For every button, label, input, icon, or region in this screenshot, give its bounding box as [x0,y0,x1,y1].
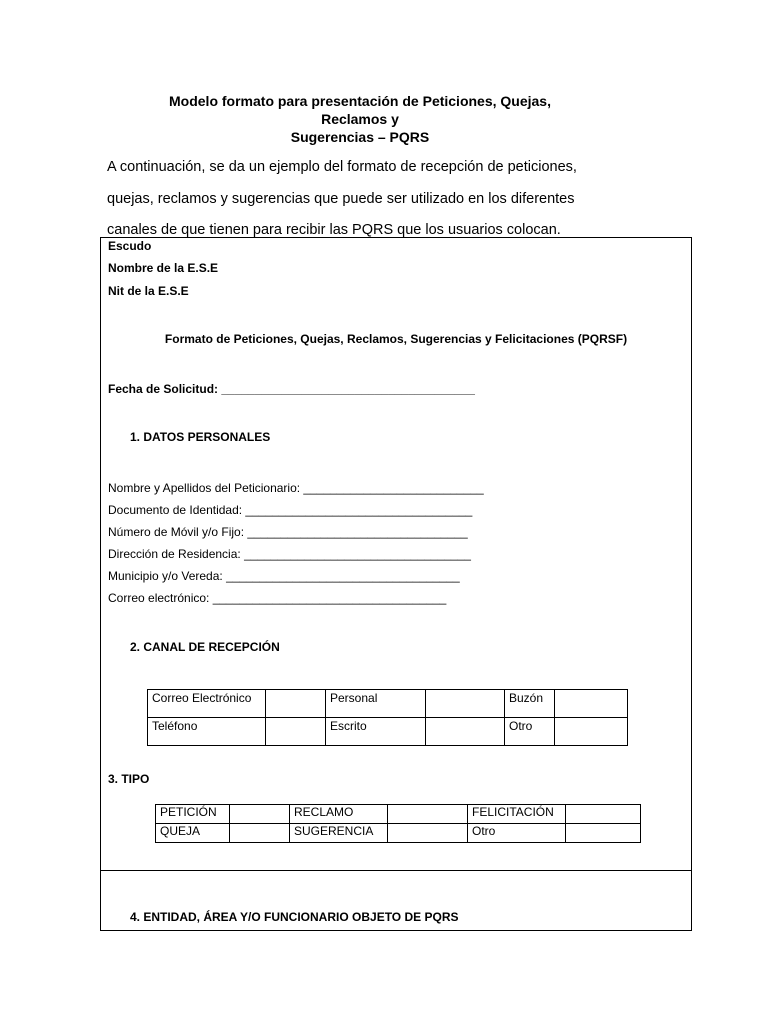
tipo-option-label: SUGERENCIA [290,824,388,843]
pqrs-form [100,237,692,931]
tipo-option-label: FELICITACIÓN [468,805,566,824]
tipo-checkbox-cell[interactable] [230,824,290,843]
section-entidad-area: 4. ENTIDAD, ÁREA Y/O FUNCIONARIO OBJETO DE PQRS [130,910,459,924]
table-row [156,805,641,824]
table-row [156,824,641,843]
tipo-option-label: Otro [468,824,566,843]
documento-identidad-field[interactable]: Documento de Identidad: __________________________________ [108,503,473,517]
tipo-checkbox-cell[interactable] [230,805,290,824]
canal-recepcion-table [147,689,628,746]
form-title: Formato de Peticiones, Quejas, Reclamos, Sugerencias y Felicitaciones (PQRSF) [164,332,628,346]
canal-checkbox-cell[interactable] [266,718,326,746]
canal-checkbox-cell[interactable] [426,718,505,746]
section-datos-personales: 1. DATOS PERSONALES [130,430,271,444]
table-row [148,718,628,746]
peticionario-name-field[interactable]: Nombre y Apellidos del Peticionario: ___________________________ [108,481,484,495]
canal-option-label: Otro [505,718,555,746]
title-line-1: Modelo formato para presentación de Peticiones, Quejas, [169,93,551,109]
canal-option-label: Escrito [326,718,426,746]
document-title [100,92,620,146]
title-line-2: Reclamos y [321,111,399,127]
ese-name-label: Nombre de la E.S.E [108,261,219,275]
ese-nit-label: Nit de la E.S.E [108,284,189,298]
canal-checkbox-cell[interactable] [555,690,628,718]
title-line-3: Sugerencias – PQRS [290,129,430,145]
tipo-option-label: RECLAMO [290,805,388,824]
canal-option-label: Teléfono [148,718,266,746]
intro-line: quejas, reclamos y sugerencias que puede ser utilizado en los diferentes [107,190,575,207]
fecha-solicitud-field[interactable]: Fecha de Solicitud: ______________________________________ [108,382,475,396]
direccion-residencia-field[interactable]: Dirección de Residencia: __________________________________ [108,547,471,561]
tipo-checkbox-cell[interactable] [566,824,641,843]
canal-checkbox-cell[interactable] [426,690,505,718]
tipo-checkbox-cell[interactable] [388,805,468,824]
canal-option-label: Personal [326,690,426,718]
canal-option-label: Correo Electrónico [148,690,266,718]
section-tipo: 3. TIPO [108,772,150,786]
intro-line: A continuación, se da un ejemplo del formato de recepción de peticiones, [107,159,577,175]
movil-fijo-field[interactable]: Número de Móvil y/o Fijo: _________________________________ [108,525,468,539]
section-divider [101,870,691,871]
tipo-option-label: PETICIÓN [156,805,230,824]
tipo-checkbox-cell[interactable] [388,824,468,843]
municipio-vereda-field[interactable]: Municipio y/o Vereda: ___________________________________ [108,569,460,583]
canal-option-label: Buzón [505,690,555,718]
intro-line: canales de que tienen para recibir las PQRS que los usuarios colocan. [107,222,561,238]
escudo-label: Escudo [108,239,152,253]
section-canal-recepcion: 2. CANAL DE RECEPCIÓN [130,640,280,654]
canal-checkbox-cell[interactable] [266,690,326,718]
tipo-table [155,804,641,843]
tipo-option-label: QUEJA [156,824,230,843]
tipo-checkbox-cell[interactable] [566,805,641,824]
canal-checkbox-cell[interactable] [555,718,628,746]
correo-electronico-field[interactable]: Correo electrónico: ___________________________________ [108,591,447,605]
intro-paragraph [107,152,627,247]
table-row [148,690,628,718]
